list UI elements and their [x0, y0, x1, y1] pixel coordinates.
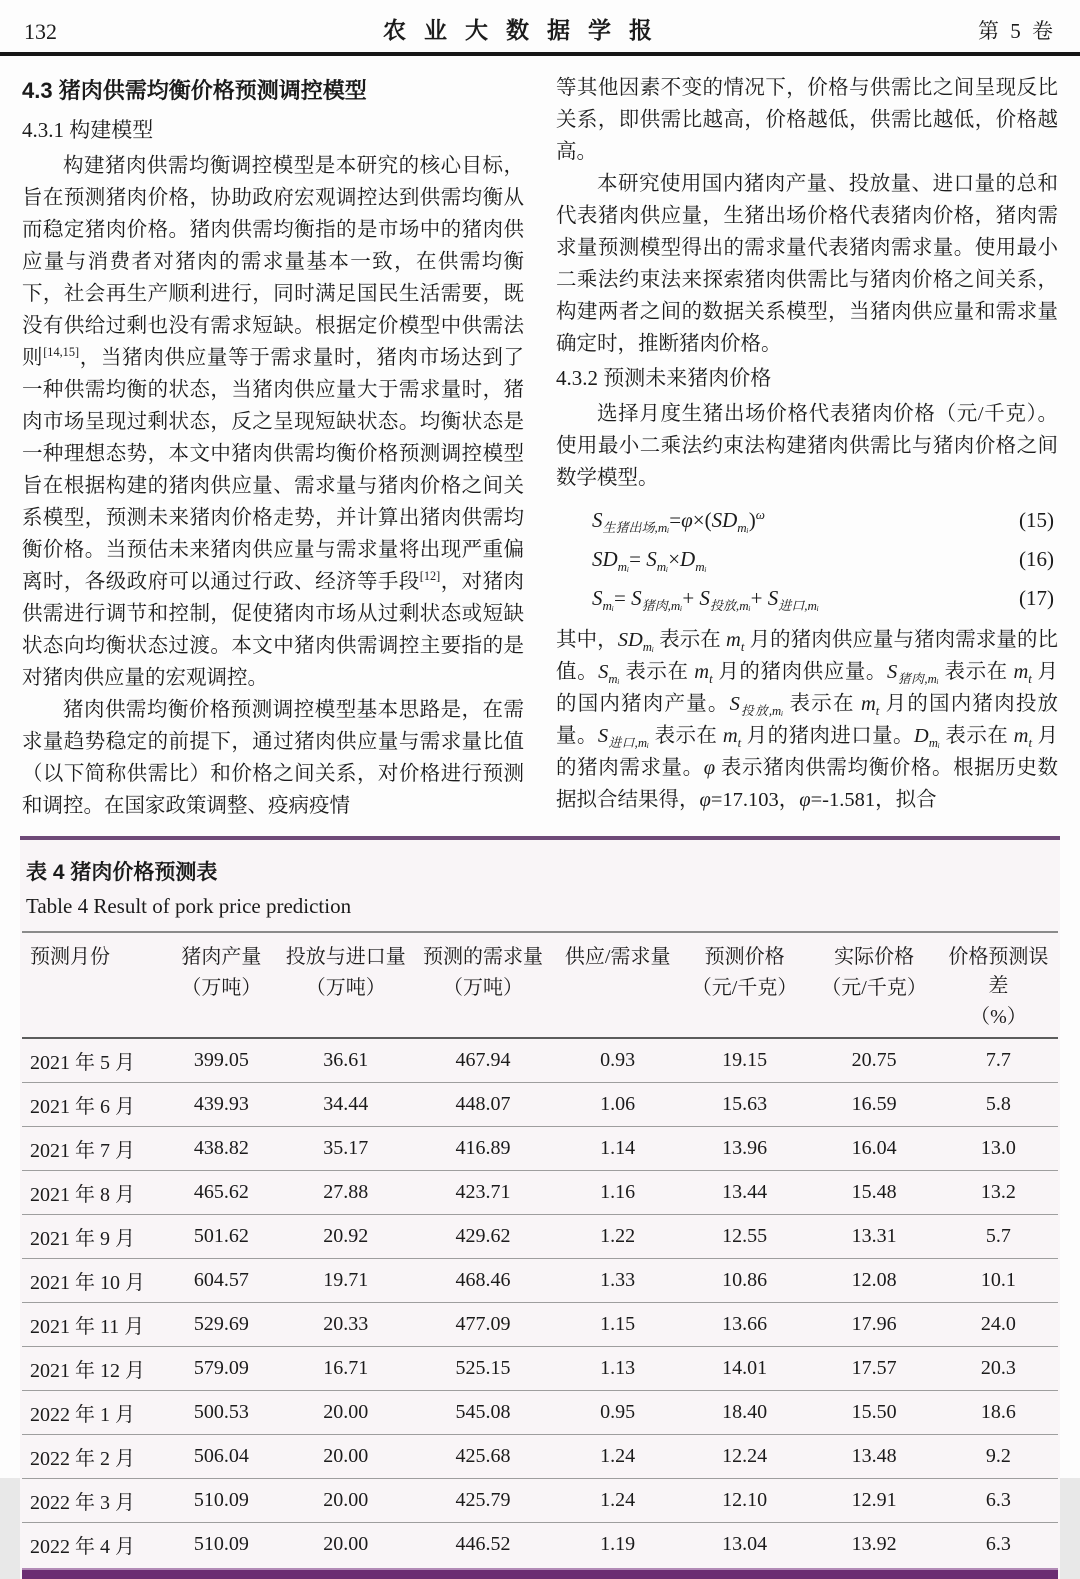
column-header-unit: （元/千克） [691, 977, 798, 999]
table-cell: 12.10 [680, 1479, 810, 1523]
table-cell: 0.95 [556, 1391, 680, 1435]
column-header [162, 932, 281, 1038]
table-cell: 12.55 [680, 1215, 810, 1259]
table-cell: 579.09 [162, 1347, 281, 1391]
table-cell: 20.00 [281, 1435, 411, 1479]
table-cell: 16.59 [809, 1083, 939, 1127]
table-cell: 448.07 [410, 1083, 555, 1127]
table-caption-en: Table 4 Result of pork price prediction [26, 894, 352, 918]
table-cell: 1.33 [556, 1259, 680, 1303]
table-cell: 36.61 [281, 1038, 411, 1083]
table-cell: 500.53 [162, 1391, 281, 1435]
table-row [22, 1479, 1058, 1523]
table-cell: 13.48 [809, 1435, 939, 1479]
paragraph: 构建猪肉供需均衡调控模型是本研究的核心目标，旨在预测猪肉价格，协助政府宏观调控达到供需均衡从而稳定猪肉价格。猪肉供需均衡指的是市场中的猪肉供应量与消费者对猪肉的需求量基本一致，在供需均衡下，社会再生产顺利进行，同时满足国民生活需要，既没有供给过剩也没有需求短缺。根据定价模型中供需法则[14,15]，当猪肉供应量等于需求量时，猪肉市场达到了一种供需均衡的状态，当猪肉供应量大于需求量时，猪肉市场呈现过剩状态，反之呈现短缺状态。均衡状态是一种理想态势，本文中猪肉供需均衡价格预测调控模型旨在根据构建的猪肉供应量、需求量与猪肉价格之间关系模型，预测未来猪肉价格走势，并计算出猪肉供需均衡价格。当预估未来猪肉供应量与需求量将出现严重偏离时，各级政府可以通过行政、经济等手段[12]，对猪肉供需进行调节和控制，促使猪肉市场从过剩状态或短缺状态向均衡状态过渡。本文中猪肉供需调控主要指的是对猪肉供应量的宏观调控。 [22, 155, 525, 689]
paragraph: 等其他因素不变的情况下，价格与供需比之间呈现反比关系，即供需比越高，价格越低，供需比越低，价格越高。 [556, 77, 1058, 163]
table-cell: 35.17 [281, 1127, 411, 1171]
pork-price-prediction-table [22, 931, 1058, 1566]
table-cell: 423.71 [410, 1171, 555, 1215]
table-cell: 2021 年 8 月 [22, 1171, 162, 1215]
equation [592, 585, 1058, 614]
table-row [22, 1303, 1058, 1347]
table-cell: 17.57 [809, 1347, 939, 1391]
equation-body: $S_{生猪出场,mᵢ}=\varphi\times(SD_{mᵢ})^\omega$ [592, 507, 765, 536]
table-cell: 604.57 [162, 1259, 281, 1303]
section-heading: 4.3 猪肉供需均衡价格预测调控模型 [22, 78, 367, 103]
table-cell: 510.09 [193, 1533, 249, 1555]
table-cell: 2021 年 7 月 [22, 1127, 162, 1171]
column-header-label: 预测的需求量 [423, 946, 543, 968]
table-row [22, 1083, 1058, 1127]
table-cell: 13.2 [939, 1171, 1058, 1215]
table-row [22, 1347, 1058, 1391]
table-cell: 20.00 [281, 1479, 411, 1523]
table-cell: 416.89 [410, 1127, 555, 1171]
table-cell: 438.82 [162, 1127, 281, 1171]
column-header-label: 预测月份 [30, 946, 110, 968]
right-column [556, 72, 1058, 822]
equation-body: $SD_{mᵢ}= S_{mᵢ}\times D_{mᵢ}$ [592, 547, 707, 575]
table-caption-cn: 表 4 猪肉价格预测表 [26, 861, 218, 884]
column-header-unit: （万吨） [305, 977, 386, 999]
table-cell: 1.14 [556, 1127, 680, 1171]
table-cell: 5.7 [939, 1215, 1058, 1259]
table-cell: 17.96 [809, 1303, 939, 1347]
table-cell: 19.15 [680, 1038, 810, 1083]
column-header [556, 932, 680, 1038]
column-header-unit [30, 969, 160, 1000]
table-cell: 2022 年 3 月 [22, 1479, 162, 1523]
table-cell: 2021 年 6 月 [22, 1083, 162, 1127]
column-header-label: 投放与进口量 [285, 946, 406, 968]
volume-label: 第 5 卷 [978, 19, 1056, 43]
table-cell: 2022 年 4 月 [30, 1536, 135, 1558]
table-cell: 20.33 [281, 1303, 411, 1347]
table-cell: 13.0 [939, 1127, 1058, 1171]
table-cell: 20.92 [281, 1215, 411, 1259]
equation-number: (17) [1019, 586, 1054, 610]
table-cell: 1.22 [556, 1215, 680, 1259]
table-cell: 27.88 [281, 1171, 411, 1215]
equation [592, 507, 1058, 536]
paragraph: 其中，$SD_{mᵢ}$ 表示在 $m_t$ 月的猪肉供应量与猪肉需求量的比值。$S_{mᵢ}$ 表示在 $m_t$ 月的猪肉供应量。$S_{猪肉,mᵢ}$ 表示在 $m_t$ 月的国内猪肉产量。$S_{投放,mᵢ}$ 表示在 $m_t$ 月的国内猪肉投放量。$S_{进口,mᵢ}$ 表示在 $m_t$ 月的猪肉进口量。$D_{mᵢ}$ 表示在 $m_t$ 月的猪肉需求量。φ 表示猪肉供需均衡价格。根据历史数据拟合结果得，φ=17.103，φ=-1.581，拟合 [556, 629, 1059, 811]
column-header-label: 预测价格 [704, 946, 785, 968]
table-cell: 15.63 [680, 1083, 810, 1127]
equation [592, 546, 1058, 575]
paragraph: 本研究使用国内猪肉产量、投放量、进口量的总和代表猪肉供应量，生猪出场价格代表猪肉价格，猪肉需求量预测模型得出的需求量代表猪肉需求量。使用最小二乘法约束法来探索猪肉供需比与猪肉价格之间关系，构建两者之间的数据关系模型，当猪肉供应量和需求量确定时，推断猪肉价格。 [556, 173, 1058, 355]
table-row [22, 1171, 1058, 1215]
column-header [939, 932, 1058, 1038]
column-header-label: 供应/需求量 [564, 946, 671, 968]
table-row [22, 1215, 1058, 1259]
table-cell: 1.24 [556, 1435, 680, 1479]
table-cell: 529.69 [162, 1303, 281, 1347]
column-header-unit: （万吨） [443, 977, 523, 999]
table-cell: 2022 年 1 月 [22, 1391, 162, 1435]
column-header-unit: （万吨） [181, 977, 262, 999]
article-body [0, 56, 1080, 822]
column-header-unit: （元/千克） [821, 977, 927, 999]
table-cell: 5.8 [939, 1083, 1058, 1127]
table-row [22, 1391, 1058, 1435]
table-cell: 12.91 [809, 1479, 939, 1523]
table-cell: 20.75 [809, 1038, 939, 1083]
table-row [22, 1038, 1058, 1083]
table-cell: 2021 年 12 月 [22, 1347, 162, 1391]
table-header [22, 932, 1058, 1038]
table-cell: 10.1 [939, 1259, 1058, 1303]
table-cell: 7.7 [939, 1038, 1058, 1083]
column-header [410, 932, 555, 1038]
table-cell: 20.00 [323, 1533, 369, 1555]
table-cell: 10.86 [680, 1259, 810, 1303]
table-cell: 2021 年 10 月 [22, 1259, 162, 1303]
table-cell: 13.92 [851, 1533, 897, 1555]
table-cell: 19.71 [281, 1259, 411, 1303]
column-header [680, 932, 810, 1038]
table-row [22, 1259, 1058, 1303]
table-body [22, 1038, 1058, 1566]
table-cell: 14.01 [680, 1347, 810, 1391]
table-cell: 20.3 [939, 1347, 1058, 1391]
column-header-label: 价格预测误差 [948, 946, 1049, 997]
table-cell: 2022 年 2 月 [22, 1435, 162, 1479]
table-cell: 429.62 [410, 1215, 555, 1259]
table-bottom-rule [22, 1568, 1058, 1579]
column-header [22, 932, 162, 1038]
column-header [809, 932, 939, 1038]
table-cell: 13.04 [722, 1533, 768, 1555]
table-cell: 468.46 [410, 1259, 555, 1303]
table-cell: 1.13 [556, 1347, 680, 1391]
paragraph: 猪肉供需均衡价格预测调控模型基本思路是，在需求量趋势稳定的前提下，通过猪肉供应量与需求量比值（以下简称供需比）和价格之间关系，对价格进行预测和调控。在国家政策调整、疫病疫情 [22, 699, 524, 817]
table-cell: 0.93 [556, 1038, 680, 1083]
table-cell: 506.04 [162, 1435, 281, 1479]
column-header-unit: （%） [970, 1006, 1027, 1028]
running-head [0, 0, 1080, 56]
table-cell: 6.3 [985, 1533, 1011, 1555]
table-cell: 12.08 [809, 1259, 939, 1303]
table-cell: 9.2 [939, 1435, 1058, 1479]
table-row [22, 1435, 1058, 1479]
table-cell: 24.0 [939, 1303, 1058, 1347]
table-cell: 20.00 [281, 1391, 411, 1435]
equation-body: $S_{mᵢ}= S_{猪肉,mᵢ}+ S_{投放,mᵢ}+ S_{进口,mᵢ}$ [592, 586, 819, 614]
table-cell: 13.66 [680, 1303, 810, 1347]
equation-number: (15) [1019, 508, 1054, 532]
column-header-label: 猪肉产量 [181, 946, 262, 968]
table-cell: 18.40 [680, 1391, 810, 1435]
table-cell: 425.68 [410, 1435, 555, 1479]
subsection-heading: 4.3.2 预测未来猪肉价格 [556, 366, 772, 390]
table-cell: 425.79 [410, 1479, 555, 1523]
table-cell: 18.6 [939, 1391, 1058, 1435]
table-cell: 525.15 [410, 1347, 555, 1391]
table-row [22, 1127, 1058, 1171]
table-cell: 13.31 [809, 1215, 939, 1259]
journal-title: 农业大数据学报 [383, 17, 670, 43]
table-cell: 1.15 [556, 1303, 680, 1347]
table-cell: 1.06 [556, 1083, 680, 1127]
table-cell: 1.19 [600, 1533, 636, 1555]
table-section [20, 836, 1060, 1579]
paragraph: 选择月度生猪出场价格代表猪肉价格（元/千克）。使用最小二乘法约束法构建猪肉供需比与猪肉价格之间数学模型。 [556, 403, 1058, 489]
column-header-unit [558, 969, 678, 1000]
table-cell: 446.52 [455, 1533, 511, 1555]
table-cell: 501.62 [162, 1215, 281, 1259]
subsection-heading: 4.3.1 构建模型 [22, 118, 154, 142]
table-cell: 1.24 [556, 1479, 680, 1523]
table-cell: 15.50 [809, 1391, 939, 1435]
table-row [22, 1523, 1058, 1567]
page-number: 132 [24, 19, 57, 44]
equation-number: (16) [1019, 547, 1054, 571]
table-cell: 465.62 [162, 1171, 281, 1215]
left-column [22, 72, 524, 822]
table-cell: 2021 年 9 月 [22, 1215, 162, 1259]
table-cell: 12.24 [680, 1435, 810, 1479]
table-cell: 467.94 [410, 1038, 555, 1083]
table-cell: 1.16 [556, 1171, 680, 1215]
table-cell: 510.09 [162, 1479, 281, 1523]
table-cell: 477.09 [410, 1303, 555, 1347]
table-cell: 15.48 [809, 1171, 939, 1215]
table-cell: 439.93 [162, 1083, 281, 1127]
table-cell: 13.44 [680, 1171, 810, 1215]
table-cell: 399.05 [162, 1038, 281, 1083]
table-cell: 16.71 [281, 1347, 411, 1391]
column-header-label: 实际价格 [834, 946, 915, 968]
table-cell: 545.08 [410, 1391, 555, 1435]
table-cell: 2021 年 5 月 [22, 1038, 162, 1083]
table-cell: 6.3 [939, 1479, 1058, 1523]
table-header-row [22, 932, 1058, 1038]
table-cell: 34.44 [281, 1083, 411, 1127]
table-cell: 13.96 [680, 1127, 810, 1171]
table-cell: 16.04 [809, 1127, 939, 1171]
column-header [281, 932, 411, 1038]
table-cell: 2021 年 11 月 [22, 1303, 162, 1347]
